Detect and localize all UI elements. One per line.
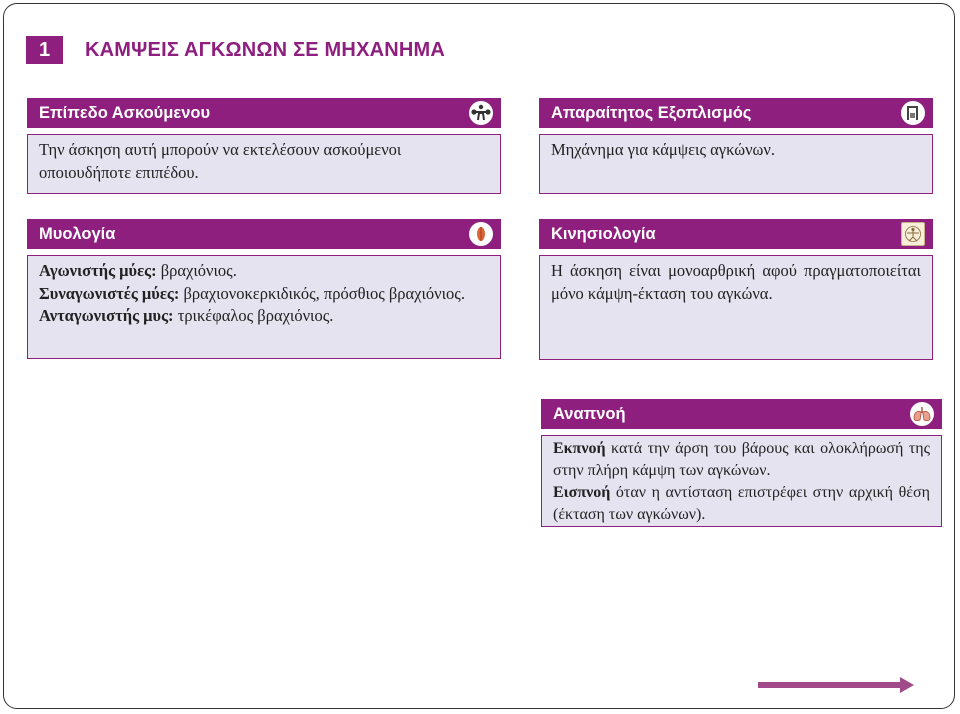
synergist-line [39,283,489,306]
agonist-text: βραχιόνιος. [156,261,237,280]
card-equipment-header [539,98,933,128]
card-level-heading: Επίπεδο Ασκούμενου [39,103,211,122]
card-equipment-heading: Απαραίτητος Εξοπλισμός [551,103,752,122]
slide-title: ΚΑΜΨΕΙΣ ΑΓΚΩΝΩΝ ΣΕ ΜΗΧΑΝΗΜΑ [85,38,446,61]
card-kinesiology-body [539,255,933,360]
card-equipment-body [539,134,933,194]
agonist-line [39,260,489,283]
vitruvian-man-icon [901,222,925,246]
synergist-text: βραχιονοκερκιδικός, πρόσθιος βραχιόνιος. [179,283,465,303]
card-breathing-heading: Αναπνοή [553,404,626,423]
card-kinesiology-text: Η άσκηση είναι μονοαρθρική αφού πραγματοποιείται μόνο κάμψη-έκταση του αγκώνα. [551,261,921,303]
card-muscles-heading: Μυολογία [39,224,116,243]
card-kinesiology-heading: Κινησιολογία [551,224,656,243]
antagonist-label: Ανταγωνιστής μυς: [39,306,174,325]
card-level [27,98,501,194]
synergist-label: Συναγωνιστές μύες: [39,283,180,303]
machine-icon [901,101,925,125]
exhale-text: κατά την άρση του βάρους και ολοκλήρωσή της στην πλήρη κάμψη των αγκώνων. [553,440,930,479]
inhale-label: Εισπνοή [553,484,611,501]
card-level-text: Την άσκηση αυτή μπορούν να εκτελέσουν ασκούμενοι οποιουδήποτε επιπέδου. [39,140,402,182]
card-equipment-text: Μηχάνημα για κάμψεις αγκώνων. [551,140,775,159]
weightlifter-icon [469,101,493,125]
card-kinesiology-header [539,219,933,249]
card-level-header [27,98,501,128]
lungs-icon [910,402,934,426]
card-muscles-body [27,255,501,359]
inhale-text: όταν η αντίσταση επιστρέφει στην αρχική θέση (έκταση των αγκώνων). [553,484,930,523]
antagonist-text: τρικέφαλος βραχιόνιος. [173,306,334,325]
inhale-line [553,482,930,526]
slide-title-row [26,36,445,64]
agonist-label: Αγωνιστής μύες: [39,261,157,280]
card-level-body [27,134,501,194]
card-breathing-header [541,399,942,429]
slide-number-badge: 1 [26,36,63,64]
card-muscles-header [27,219,501,249]
exhale-label: Εκπνοή [553,440,606,457]
card-kinesiology [539,219,933,360]
card-muscles [27,219,501,359]
card-equipment [539,98,933,194]
exhale-line [553,438,930,482]
antagonist-line [39,305,489,328]
card-breathing [541,399,942,527]
next-arrow-icon[interactable] [758,677,914,698]
card-breathing-body [541,435,942,527]
muscle-icon [469,222,493,246]
